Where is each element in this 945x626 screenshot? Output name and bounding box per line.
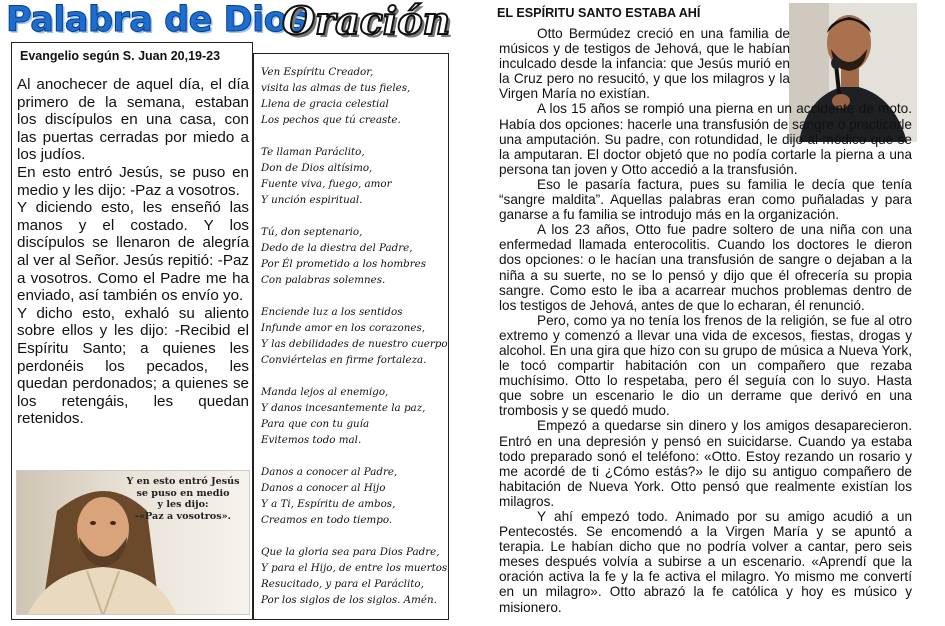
prayer-line: Manda lejos al enemigo, bbox=[261, 386, 389, 398]
prayer-stanza bbox=[261, 544, 449, 608]
gospel-paragraph: En esto entró Jesús, se puso en medio y les dijo: -Paz a vosotros. bbox=[17, 163, 249, 199]
prayer-stanza bbox=[261, 144, 449, 208]
gospel-reference: Evangelio según S. Juan 20,19-23 bbox=[20, 49, 221, 63]
gospel-paragraph: Al anochecer de aquel día, el día primero de la semana, estaban los discípulos en una casa, con las puertas cerradas por miedo a los judíos. bbox=[17, 76, 249, 164]
gospel-paragraph: Y diciendo esto, les enseñó las manos y el costado. Y los discípulos se llenaron de alegría al ver al Señor. Jesús repitió: -Paz a vosotros. Como el Padre me ha enviado, así también os envío yo. bbox=[17, 199, 249, 305]
story-paragraph: Pero, como ya no tenía los frenos de la religión, se fue al otro extremo y comenzó a llevar una vida de excesos, fiestas, drogas y alcohol. En una gira que hizo con su grupo de música a Nueva York, le tocó compartir habitación con un compañero que rezaba muchísimo. Otto lo respetaba, pero él seguía con lo suyo. Hasta que sobre un escenario le dio un derrame que derivó en una trombosis y se quedó mudo. bbox=[499, 312, 912, 419]
prayer-line: Ven Espíritu Creador, bbox=[261, 66, 374, 78]
story-paragraph: Eso le pasaría factura, pues su familia le decía que tenía “sangre maldita”. Aquellas palabras eran como puñaladas y para ganarse a fu familia se introdujo más en la organización. bbox=[499, 176, 912, 223]
prayer-line: Por los siglos de los siglos. Amén. bbox=[261, 594, 437, 606]
prayer-line: Danos a conocer al Hijo bbox=[261, 482, 386, 494]
prayer-line: visita las almas de tus fieles, bbox=[261, 82, 411, 94]
story-title: EL ESPÍRITU SANTO ESTABA AHÍ bbox=[497, 6, 701, 20]
prayer-stanza bbox=[261, 64, 449, 128]
gospel-text bbox=[17, 76, 249, 428]
caption-line: se puso en medio bbox=[136, 487, 230, 499]
prayer-line: Fuente viva, fuego, amor bbox=[261, 178, 392, 190]
prayer-line: Conviértelas en firme fortaleza. bbox=[261, 354, 427, 366]
prayer-stanza bbox=[261, 464, 449, 528]
story-paragraph: Y ahí empezó todo. Animado por su amigo acudió a un Pentecostés. Se encomendó a la Virgen María y se apuntó a terapia. Le habían dicho que no podría volver a cantar, pero seis meses después volvía a subirse a un escenario. «Aprendí que la oración activa la fe y la fe activa el milagro. Yo mismo me convertí en un milagro». Otto abrazó la fe católica y hoy es músico y misionero. bbox=[499, 509, 912, 615]
prayer-line: Te llaman Paráclito, bbox=[261, 146, 365, 158]
prayer-line: Dedo de la diestra del Padre, bbox=[261, 242, 413, 254]
story-paragraph: Otto Bermúdez creció en una familia de músicos y de testigos de Jehová, que le habían inculcado desde la infancia: que Jesús murió en la Cruz pero no resucitó, y que los milagros y la Virgen María no existían. bbox=[499, 26, 790, 102]
story-text bbox=[499, 26, 912, 615]
prayer-line: Los pechos que tú creaste. bbox=[261, 114, 401, 126]
prayer-stanza bbox=[261, 224, 449, 288]
prayer-line: Que la gloria sea para Dios Padre, bbox=[261, 546, 440, 558]
prayer-line: Resucitado, y para el Paráclito, bbox=[261, 578, 424, 590]
prayer-line: Llena de gracia celestial bbox=[261, 98, 389, 110]
story-paragraph: Empezó a quedarse sin dinero y los amigos desaparecieron. Entró en una depresión y pensó en suicidarse. Cuando ya estaba todo preparado sonó el teléfono: «Otto. Estoy rezando un rosario y me acordé de ti ¿Cómo estás?» le dijo su antiguo compañero de habitación de Nueva York. Otto pensó que realmente existían los milagros. bbox=[499, 418, 912, 509]
prayer-stanza bbox=[261, 384, 449, 448]
gospel-paragraph: Y dicho esto, exhaló su aliento sobre ellos y les dijo: -Recibid el Espíritu Santo; a quienes les perdonéis los pecados, les quedan perdonados; a quienes se los retengáis, les quedan retenidos. bbox=[17, 304, 249, 428]
prayer-line: Tú, don septenario, bbox=[261, 226, 363, 238]
prayer-line: Y unción espiritual. bbox=[261, 194, 363, 206]
prayer-line: Infunde amor en los corazones, bbox=[261, 322, 426, 334]
photo-caption bbox=[123, 476, 243, 522]
prayer-line: Creamos en todo tiempo. bbox=[261, 514, 393, 526]
story-paragraph: A los 15 años se rompió una pierna en un accidente de moto. Había dos opciones: hacerle una transfusión de sangre o practicarle una amputación. Su padre, con rotundidad, le dijo al médico que se la amputaran. El doctor objetó que no podía cortarle la pierna a una persona tan joven y Otto accedió a la transfusión. bbox=[499, 101, 912, 177]
prayer-line: Enciende luz a los sentidos bbox=[261, 306, 403, 318]
prayer-line: Por Él prometido a los hombres bbox=[261, 258, 427, 270]
caption-line: -«Paz a vosotros». bbox=[135, 510, 231, 522]
prayer-line: Don de Dios altísimo, bbox=[261, 162, 373, 174]
prayer-line: Con palabras solemnes. bbox=[261, 274, 386, 286]
palabra-de-dios-title: Palabra de Dios bbox=[6, 0, 308, 40]
prayer-line: Y las debilidades de nuestro cuerpo bbox=[261, 338, 448, 350]
prayer-line: Para que con tu guía bbox=[261, 418, 370, 430]
caption-line: y les dijo: bbox=[157, 499, 209, 510]
prayer-stanza bbox=[261, 304, 449, 368]
prayer-line: Y a Ti, Espíritu de ambos, bbox=[261, 498, 396, 510]
prayer-line: Y para el Hijo, de entre los muertos bbox=[261, 562, 448, 574]
caption-line: Y en esto entró Jesús bbox=[126, 476, 240, 487]
oracion-title: Oración bbox=[282, 0, 451, 43]
prayer-line: Danos a conocer al Padre, bbox=[261, 466, 398, 478]
jesus-photo bbox=[16, 470, 250, 615]
prayer-line: Evitemos todo mal. bbox=[261, 434, 362, 446]
prayer-line: Y danos incesantemente la paz, bbox=[261, 402, 426, 414]
story-paragraph: A los 23 años, Otto fue padre soltero de una niña con una enfermedad llamada enterocolitis. Cuando los doctores le dieron dos opciones: o le hacían una transfusión de sangre o dejaban a la niña a su suerte, no se lo pensó y dijo que él ofrecería su propia sangre. Como esto le iba a acarrear muchos problemas dentro de los testigos de Jehová, antes de que lo echaran, él renunció. bbox=[499, 222, 912, 313]
prayer-text bbox=[261, 64, 449, 624]
